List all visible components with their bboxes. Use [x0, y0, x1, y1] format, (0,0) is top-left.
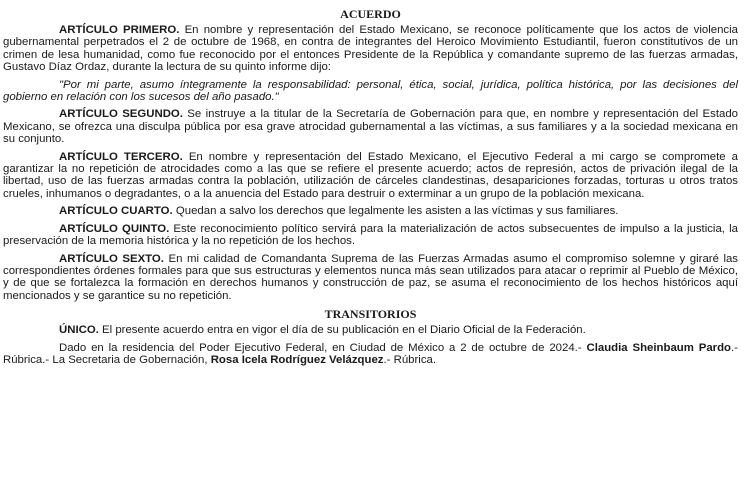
- quote-paragraph: "Por mi parte, asumo íntegramente la responsabilidad: personal, ética, social, jurídica, política histórica, por las decisiones del gobierno en relación con los sucesos del año pasado.": [3, 78, 738, 104]
- closing-text-2: .- Rúbrica.- La Secretaria de Gobernación,: [3, 341, 738, 366]
- article-text: Este reconocimiento político servirá para la materialización de actos subsecuentes de impulso a la justicia, la preservación de la memoria histórica y la no repetición de los hechos.: [3, 222, 738, 248]
- unico-text: El presente acuerdo entra en vigor el día de su publicación en el Diario Oficial de la Federación.: [98, 324, 586, 337]
- transitorios-heading: TRANSITORIOS: [324, 307, 417, 322]
- article-text: En nombre y representación del Estado Mexicano, el Ejecutivo Federal a mi cargo se compromete a garantizar la no repetición de atrocidades como a las que se refiere el presente acuerdo; actos de represión, actos de privación ilegal de la libertad, uso de las fuerzas armadas contra la población, utilización de cárceles clandestinas, desapariciones forzadas, torturas u otros tratos crueles, inhumanos o degradantes, o a la anuencia del Estado para destruir o exterminar a un grupo de la población mexicana.: [3, 150, 738, 200]
- article-segundo: [3, 108, 738, 145]
- article-text: En nombre y representación del Estado Mexicano, se reconoce políticamente que los actos de violencia gubernamental perpetrados el 2 de octubre de 1968, en contra de integrantes del Heroico Movimiento Estudiantil, fueron constitutivos de un crimen de lesa humanidad, como fue reconocido por el entonces Presidente de la República y comandante supremo de las fuerzas armadas, Gustavo Díaz Ordaz, durante la lectura de su quinto informe dijo:: [3, 24, 738, 74]
- article-sexto: [3, 253, 738, 303]
- article-text: Se instruye a la titular de la Secretaría de Gobernación para que, en nombre y representación del Estado Mexicano, se ofrezca una disculpa pública por esa grave atrocidad gubernamental a las víctimas, a sus familiares y a la sociedad mexicana en su conjunto.: [3, 108, 738, 146]
- article-label: ARTÍCULO QUINTO.: [59, 222, 170, 235]
- article-text: En mi calidad de Comandanta Suprema de las Fuerzas Armadas asumo el compromiso solemne y giraré las correspondientes órdenes formales para que sus estructuras y elementos nunca más sean utilizados para atacar o reprimir al Pueblo de México, y de que se fortalezca la formación en derechos humanos y construcción de paz, se asuma el reconocimiento de los hechos históricos aquí mencionados y se garantice su no repetición.: [3, 252, 738, 302]
- article-primero: [3, 24, 738, 74]
- closing-text-1: Dado en la residencia del Poder Ejecutivo Federal, en Ciudad de México a 2 de octubre de 2024.-: [59, 341, 587, 354]
- article-label: ARTÍCULO TERCERO.: [59, 150, 183, 163]
- acuerdo-heading: ACUERDO: [340, 7, 401, 21]
- article-text: Quedan a salvo los derechos que legalmente les asisten a las víctimas y sus familiares.: [172, 205, 619, 218]
- closing-text-3: .- Rúbrica.: [383, 353, 437, 366]
- article-cuarto: [3, 205, 738, 217]
- article-label: ARTÍCULO SEXTO.: [59, 252, 164, 265]
- article-quinto: [3, 223, 738, 248]
- unico-label: ÚNICO.: [59, 324, 99, 337]
- article-label: ARTÍCULO CUARTO.: [59, 205, 173, 218]
- signer-secretary: Rosa Icela Rodríguez Velázquez: [210, 353, 384, 366]
- article-label: ARTÍCULO SEGUNDO.: [59, 108, 183, 121]
- closing-paragraph: [3, 342, 738, 367]
- transitorio-unico: [3, 324, 738, 336]
- article-label: ARTÍCULO PRIMERO.: [59, 24, 180, 36]
- signer-president: Claudia Sheinbaum Pardo: [586, 341, 732, 354]
- article-tercero: [3, 151, 738, 201]
- document-page: [3, 0, 738, 366]
